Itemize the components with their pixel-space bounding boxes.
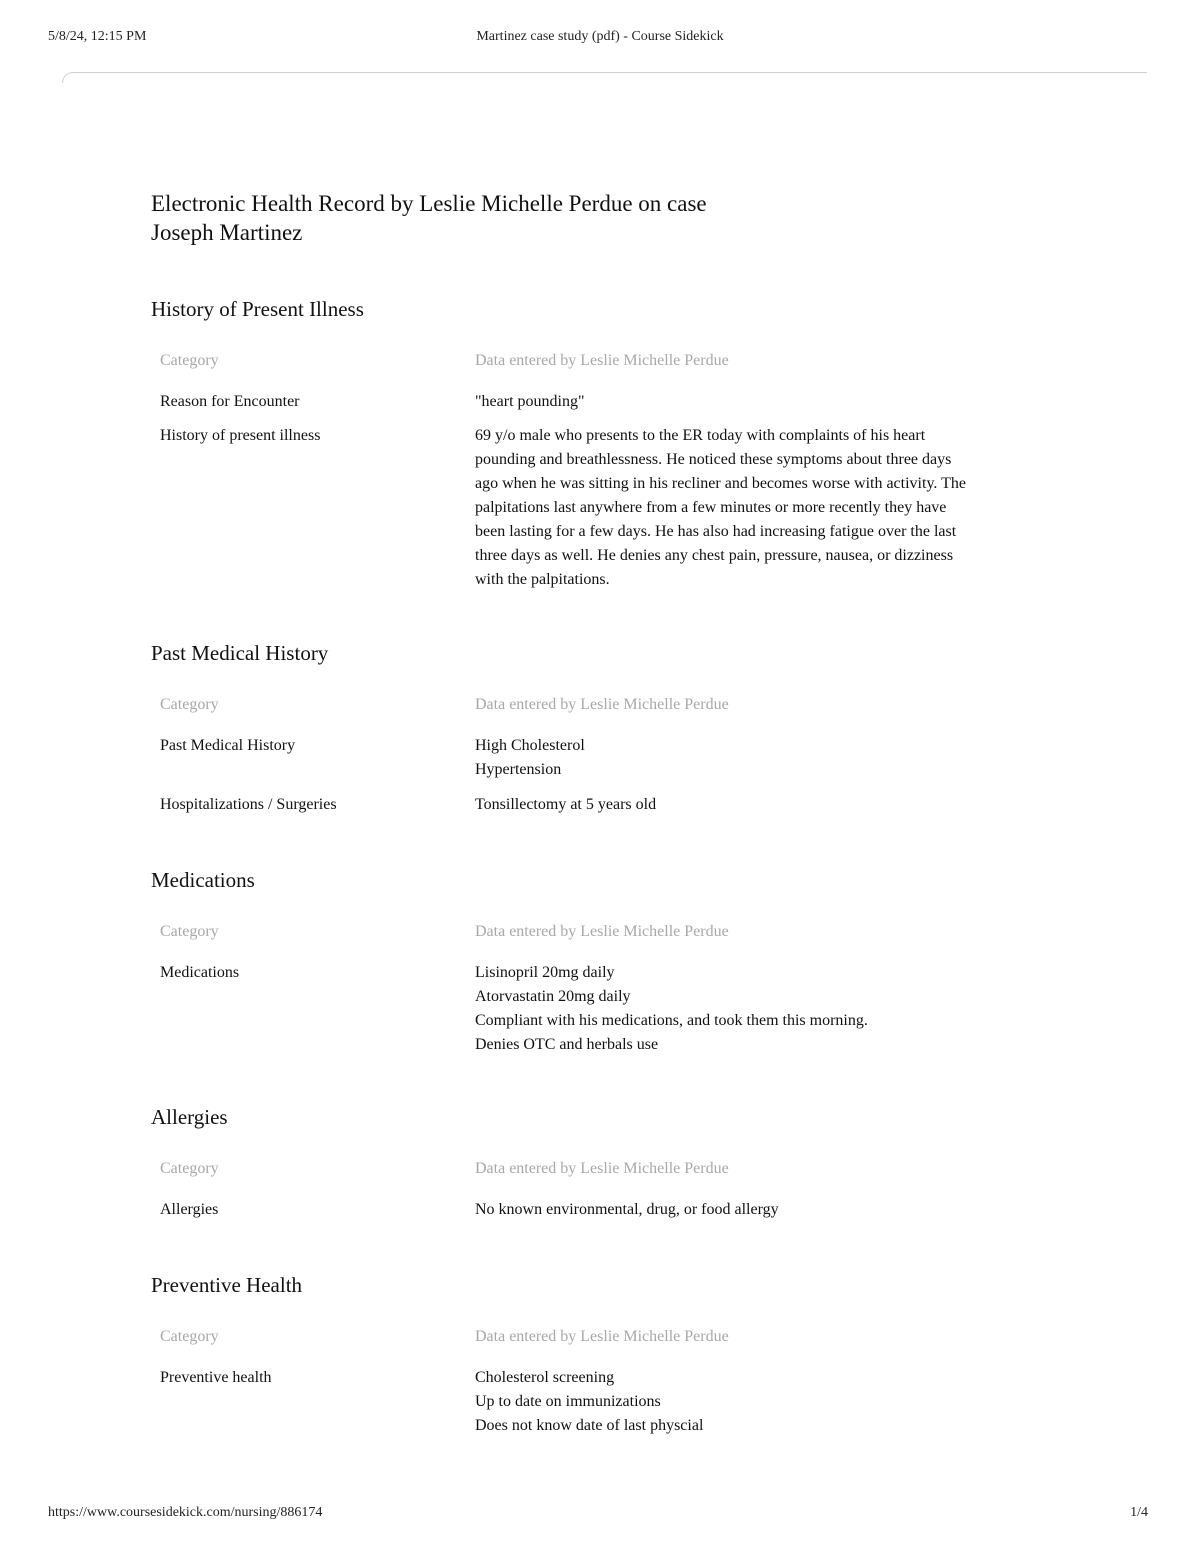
page-number: 1/4 [1130, 1505, 1148, 1520]
value-line: Compliant with his medications, and took them this morning. [475, 1012, 868, 1029]
section-past-medical-history [151, 640, 1071, 817]
row-value [475, 734, 1071, 782]
value-line: Does not know date of last physcial [475, 1417, 704, 1434]
table-header-row [160, 920, 1071, 944]
page-title-line1: Electronic Health Record by Leslie Michelle Perdue on case [151, 191, 707, 216]
column-header-category: Category [160, 923, 219, 940]
table-row [160, 961, 1071, 1057]
column-header-data: Data entered by Leslie Michelle Perdue [475, 696, 729, 713]
value-line: No known environmental, drug, or food allergy [475, 1201, 779, 1218]
section-heading: Preventive Health [151, 1273, 303, 1297]
row-value [475, 390, 1071, 414]
value-line: Lisinopril 20mg daily [475, 964, 615, 981]
value-line: ago when he was sitting in his recliner and becomes worse with activity. The [475, 475, 966, 492]
value-line: three days as well. He denies any chest pain, pressure, nausea, or dizziness [475, 547, 954, 564]
table-header-row [160, 349, 1071, 373]
table-header-row [160, 693, 1071, 717]
value-line: Atorvastatin 20mg daily [475, 988, 631, 1005]
print-doc-title: Martinez case study (pdf) - Course Sidekick [476, 29, 724, 44]
column-header-data: Data entered by Leslie Michelle Perdue [475, 1328, 729, 1345]
row-category: Allergies [160, 1201, 219, 1218]
row-category: Reason for Encounter [160, 393, 300, 410]
print-url: https://www.coursesidekick.com/nursing/886174 [48, 1505, 323, 1520]
column-header-data: Data entered by Leslie Michelle Perdue [475, 923, 729, 940]
column-header-category: Category [160, 696, 219, 713]
value-line: with the palpitations. [475, 571, 610, 588]
value-line: Up to date on immunizations [475, 1393, 661, 1410]
value-line: Tonsillectomy at 5 years old [475, 796, 657, 813]
table-row [160, 734, 1071, 782]
print-datetime: 5/8/24, 12:15 PM [48, 29, 147, 44]
table-row [160, 1366, 1071, 1438]
row-value [475, 1198, 1071, 1222]
value-line: Denies OTC and herbals use [475, 1036, 659, 1053]
row-category: Preventive health [160, 1369, 272, 1386]
table-row [160, 1198, 1071, 1222]
section-preventive-health [151, 1272, 1071, 1438]
value-line: palpitations last anywhere from a few minutes or more recently they have [475, 499, 947, 516]
column-header-category: Category [160, 352, 219, 369]
column-header-data: Data entered by Leslie Michelle Perdue [475, 352, 729, 369]
row-value [475, 1366, 1071, 1438]
page-frame-line [62, 72, 1147, 83]
row-category: Past Medical History [160, 737, 296, 754]
section-heading: Past Medical History [151, 641, 329, 665]
value-line: "heart pounding" [475, 393, 585, 410]
value-line: High Cholesterol [475, 737, 585, 754]
value-line: pounding and breathlessness. He noticed these symptoms about three days [475, 451, 952, 468]
value-line: been lasting for a few days. He has also had increasing fatigue over the last [475, 523, 957, 540]
value-line: Cholesterol screening [475, 1369, 615, 1386]
row-value [475, 961, 1071, 1057]
value-line: 69 y/o male who presents to the ER today with complaints of his heart [475, 427, 926, 444]
row-value [475, 424, 1071, 592]
section-medications [151, 867, 1071, 1057]
value-line: Hypertension [475, 761, 562, 778]
column-header-category: Category [160, 1328, 219, 1345]
column-header-data: Data entered by Leslie Michelle Perdue [475, 1160, 729, 1177]
table-row [160, 424, 1071, 592]
table-header-row [160, 1157, 1071, 1181]
table-row [160, 390, 1071, 414]
row-category: Hospitalizations / Surgeries [160, 796, 337, 813]
row-category: History of present illness [160, 427, 321, 444]
column-header-category: Category [160, 1160, 219, 1177]
section-heading: Allergies [151, 1105, 228, 1129]
page-title-line2: Joseph Martinez [151, 220, 303, 245]
row-value [475, 793, 1071, 817]
section-heading: Medications [151, 868, 255, 892]
section-history-present-illness [151, 296, 1071, 592]
page-title [151, 189, 951, 247]
section-allergies [151, 1104, 1071, 1222]
row-category: Medications [160, 964, 240, 981]
table-row [160, 793, 1071, 817]
section-heading: History of Present Illness [151, 297, 364, 321]
table-header-row [160, 1325, 1071, 1349]
